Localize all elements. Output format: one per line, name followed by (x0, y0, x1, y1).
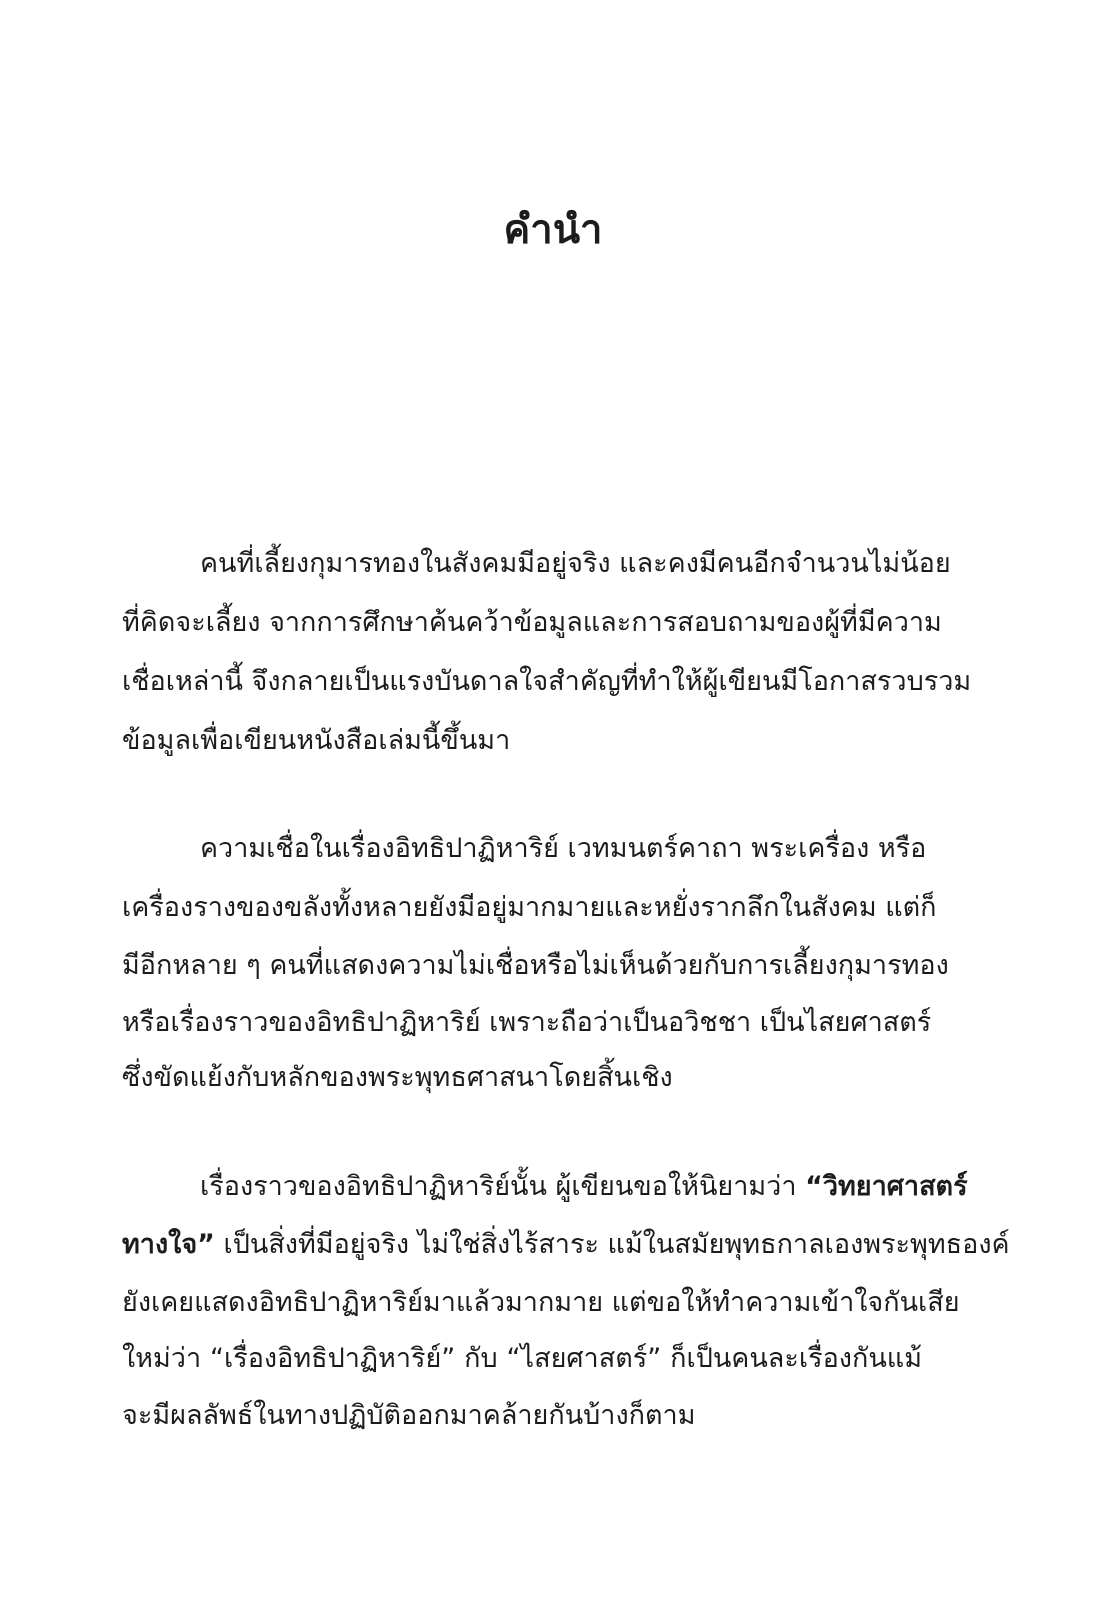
paragraph-3-line-1-bold: “วิทยาศาสตร์ (805, 1171, 968, 1202)
paragraph-3-line-1-text: เรื่องราวของอิทธิปาฏิหาริย์นั้น ผู้เขียนขอให้นิยามว่า (200, 1171, 806, 1202)
paragraph-2-line-5: ซึ่งขัดแย้งกับหลักของพระพุทธศาสนาโดยสิ้นเชิง (122, 1062, 673, 1093)
paragraph-3-line-2 (122, 1225, 1010, 1265)
paragraph-3-line-2-text: เป็นสิ่งที่มีอยู่จริง ไม่ใช่สิ่งไร้สาระ แม้ในสมัยพุทธกาลเองพระพุทธองค์ (214, 1229, 1010, 1260)
paragraph-2-line-2: เครื่องรางของขลังทั้งหลายยังมีอยู่มากมายและหยั่งรากลึกในสังคม แต่ก็ (122, 892, 937, 923)
paragraph-1-line-2: ที่คิดจะเลี้ยง จากการศึกษาค้นคว้าข้อมูลและการสอบถามของผู้ที่มีความ (122, 607, 942, 638)
paragraph-2-line-4: หรือเรื่องราวของอิทธิปาฏิหาริย์ เพราะถือว่าเป็นอวิชชา เป็นไสยศาสตร์ (122, 1007, 932, 1038)
paragraph-2-line-3: มีอีกหลาย ๆ คนที่แสดงความไม่เชื่อหรือไม่เห็นด้วยกับการเลี้ยงกุมารทอง (122, 950, 949, 981)
page-title: คำนำ (503, 207, 603, 253)
paragraph-2-line-1: ความเชื่อในเรื่องอิทธิปาฏิหาริย์ เวทมนตร์คาถา พระเครื่อง หรือ (200, 833, 927, 864)
paragraph-3-line-2-bold: ทางใจ” (122, 1229, 215, 1260)
paragraph-3-line-5: จะมีผลลัพธ์ในทางปฏิบัติออกมาคล้ายกันบ้างก็ตาม (122, 1400, 696, 1431)
paragraph-1-line-4: ข้อมูลเพื่อเขียนหนังสือเล่มนี้ขึ้นมา (122, 725, 511, 756)
paragraph-3-line-3: ยังเคยแสดงอิทธิปาฏิหาริย์มาแล้วมากมาย แต่ขอให้ทำความเข้าใจกันเสีย (122, 1287, 960, 1318)
paragraph-1-line-3: เชื่อเหล่านี้ จึงกลายเป็นแรงบันดาลใจสำคัญที่ทำให้ผู้เขียนมีโอกาสรวบรวม (122, 666, 972, 697)
paragraph-3-line-1 (200, 1167, 968, 1207)
paragraph-1-line-1: คนที่เลี้ยงกุมารทองในสังคมมีอยู่จริง และคงมีคนอีกจำนวนไม่น้อย (200, 548, 951, 579)
paragraph-3-line-4: ใหม่ว่า “เรื่องอิทธิปาฏิหาริย์” กับ “ไสยศาสตร์” ก็เป็นคนละเรื่องกันแม้ (122, 1343, 922, 1374)
